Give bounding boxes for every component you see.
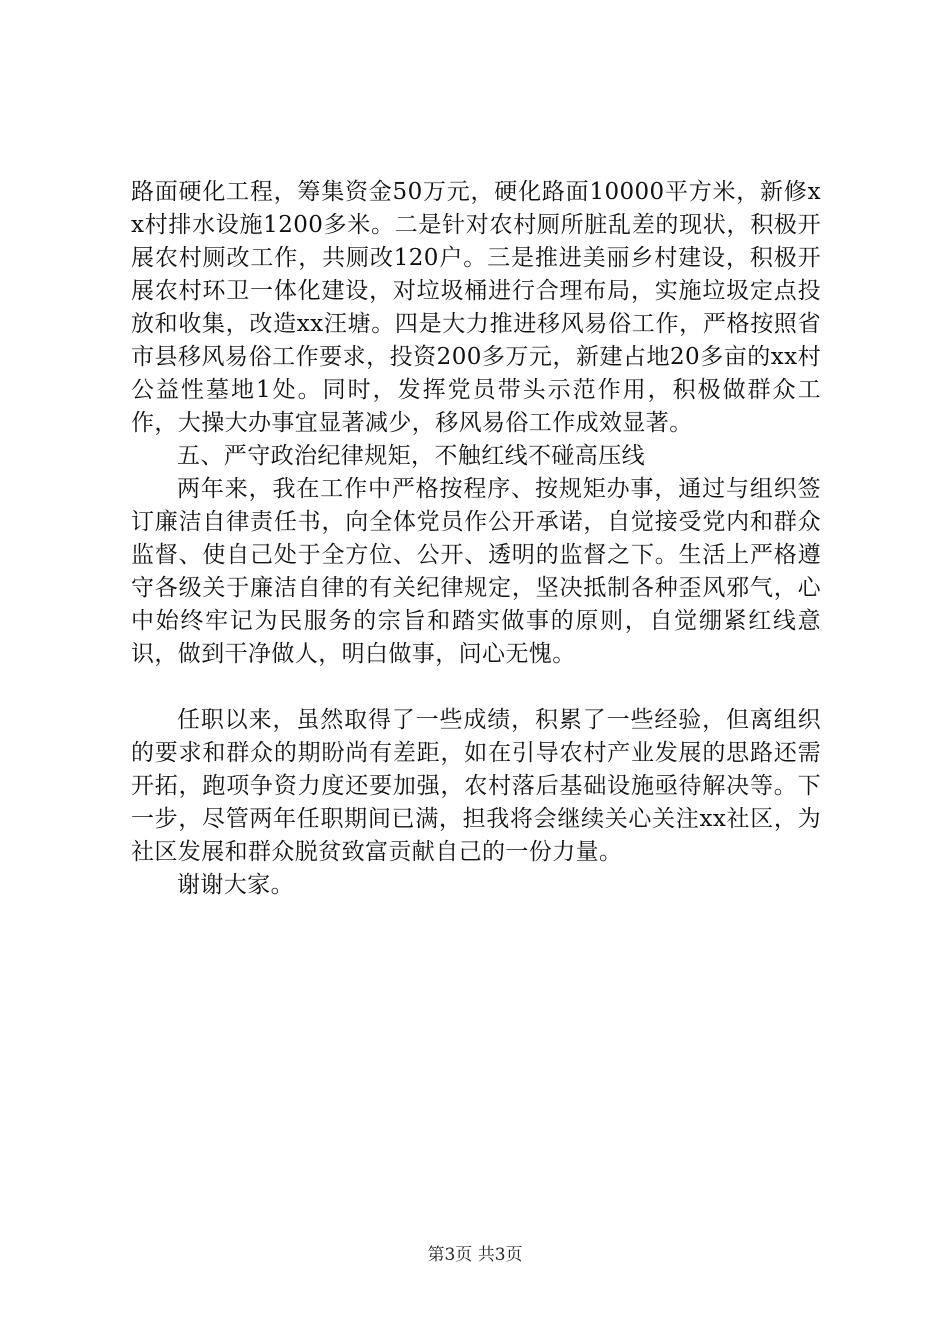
paragraph-summary: 任职以来，虽然取得了一些成绩，积累了一些经验，但离组织的要求和群众的期盼尚有差距，如在引导农村产业发展的思路还需开拓，跑项争资力度还要加强，农村落后基础设施亟待解决等。下一步，尽管两年任职期间已满，担我将会继续关心关注xx社区，为社区发展和群众脱贫致富贡献自己的一份力量。 (131, 707, 821, 865)
document-body (131, 176, 821, 902)
paragraph-continuation: 路面硬化工程，筹集资金50万元，硬化路面10000平方米，新修xx村排水设施1200多米。二是针对农村厕所脏乱差的现状，积极开展农村厕改工作，共厕改120户。三是推进美丽乡村建设，积极开展农村环卫一体化建设，对垃圾桶进行合理布局，实施垃圾定点投放和收集，改造xx汪塘。四是大力推进移风易俗工作，严格按照省市县移风易俗工作要求，投资200多万元，新建占地20多亩的xx村公益性墓地1处。同时，发挥党员带头示范作用，积极做群众工作，大操大办事宜显著减少，移风易俗工作成效显著。 (131, 179, 821, 436)
paragraph-thanks: 谢谢大家。 (177, 872, 294, 898)
paragraph-discipline: 两年来，我在工作中严格按程序、按规矩办事，通过与组织签订廉洁自律责任书，向全体党员作公开承诺，自觉接受党内和群众监督、使自己处于全方位、公开、透明的监督之下。生活上严格遵守各级关于廉洁自律的有关纪律规定，坚决抵制各种歪风邪气，心中始终牢记为民服务的宗旨和踏实做事的原则，自觉绷紧红线意识，做到干净做人，明白做事，问心无愧。 (131, 476, 821, 667)
section-heading: 五、严守政治纪律规矩，不触红线不碰高压线 (177, 443, 645, 469)
page-footer: 第3页 共3页 (427, 1245, 523, 1265)
